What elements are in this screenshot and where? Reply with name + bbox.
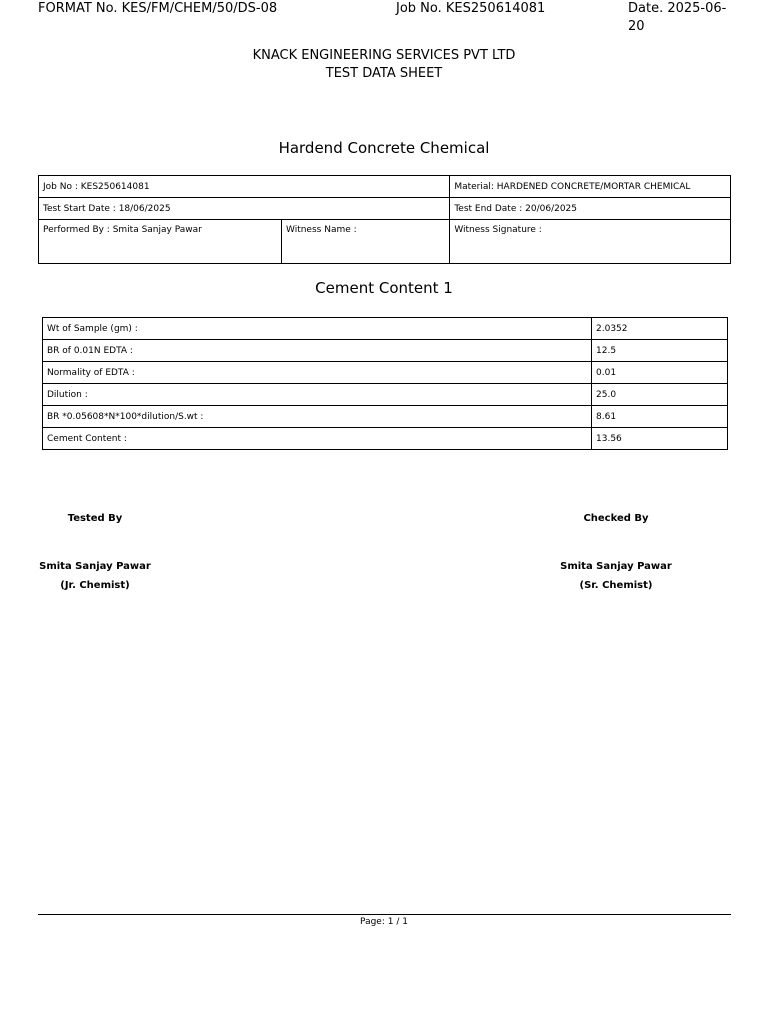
format-number: FORMAT No. KES/FM/CHEM/50/DS-08 [38,1,278,16]
row-value: 8.61 [592,406,728,428]
row-value: 13.56 [592,428,728,450]
info-row [39,198,731,220]
page-number: Page: 1 / 1 [360,917,408,927]
job-number-cell: Job No : KES250614081 [39,176,450,198]
section-title: Cement Content 1 [315,279,453,297]
witness-signature-cell: Witness Signature : [450,220,731,264]
info-row [39,176,731,198]
checked-by-name: Smita Sanjay Pawar [560,561,672,572]
row-value: 2.0352 [592,318,728,340]
row-label: Wt of Sample (gm) : [43,318,592,340]
material-cell: Material: HARDENED CONCRETE/MORTAR CHEMICAL [450,176,731,198]
row-label: BR *0.05608*N*100*dilution/S.wt : [43,406,592,428]
company-name: KNACK ENGINEERING SERVICES PVT LTD [252,48,516,63]
table-row [43,318,728,340]
test-info-table [38,175,731,264]
sheet-title: TEST DATA SHEET [325,66,443,81]
header-job-number: Job No. KES250614081 [396,1,546,16]
cement-content-table [42,317,728,450]
row-label: Cement Content : [43,428,592,450]
tested-by-role: (Jr. Chemist) [60,580,130,591]
tested-by-name: Smita Sanjay Pawar [39,561,151,572]
witness-name-cell: Witness Name : [282,220,450,264]
start-date-cell: Test Start Date : 18/06/2025 [39,198,450,220]
checked-by-role: (Sr. Chemist) [579,580,653,591]
table-row [43,340,728,362]
row-label: Dilution : [43,384,592,406]
info-row [39,220,731,264]
table-row [43,362,728,384]
performed-by-cell: Performed By : Smita Sanjay Pawar [39,220,282,264]
row-value: 0.01 [592,362,728,384]
table-row [43,406,728,428]
table-row [43,428,728,450]
checked-by-heading: Checked By [583,513,649,524]
row-label: BR of 0.01N EDTA : [43,340,592,362]
row-value: 12.5 [592,340,728,362]
tested-by-heading: Tested By [67,513,123,524]
row-label: Normality of EDTA : [43,362,592,384]
row-value: 25.0 [592,384,728,406]
table-row [43,384,728,406]
header-date: Date. 2025-06-20 [628,1,727,34]
footer-divider [38,914,731,915]
end-date-cell: Test End Date : 20/06/2025 [450,198,731,220]
document-title: Hardend Concrete Chemical [278,139,490,157]
